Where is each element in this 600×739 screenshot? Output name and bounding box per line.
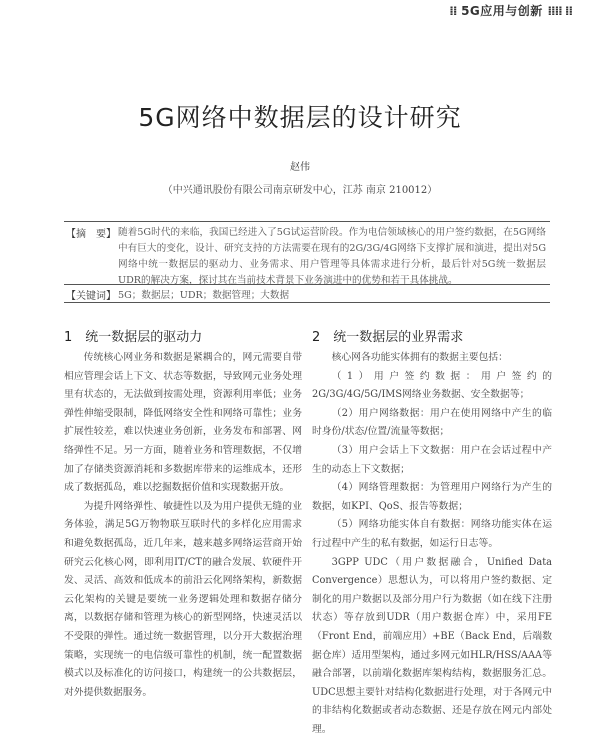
- section-1-heading: 1 统一数据层的驱动力: [64, 330, 203, 345]
- paragraph: 核心网各功能实体拥有的数据主要包括：: [331, 352, 508, 363]
- keywords-top-rule: [64, 284, 550, 285]
- list-item: （4）网络管理数据：为管理用户网络行为产生的数据，如KPI、QoS、报告等数据；: [312, 482, 552, 512]
- keywords-bottom-rule: [64, 302, 550, 303]
- abstract-text: 随着5G时代的来临，我国已经进入了5G试运营阶段。作为电信领域核心的用户签约数据，在5G网络中有巨大的变化，设计、研究支持的方法需要在现有的2G/3G/4G网络下支撑扩展和演进，提出对5G网络中统一数据层的驱动力、业务需求、用户管理等具体需求进行分析，最后针对5G统一数据层UDR的解决方案，探讨其在当前技术背景下业务演进中的优势和若干具体挑战。: [118, 227, 546, 286]
- list-item: （3）用户会话上下文数据：用户在会话过程中产生的动态上下文数据；: [312, 444, 552, 475]
- column-label: 5G应用与创新: [461, 4, 543, 18]
- keywords-label: 【关键词】: [66, 291, 116, 302]
- paragraph: 3GPP UDC（用户数据融合，Unified Data Convergence）思想认为，可以将用户签约数据、定制化的用户数据以及部分用户行为数据（如在线下注册状态）等存放到UDR（用户数据仓库）中，采用FE（Front End，前端应用）+BE（Back End，后端数据仓库）适用型架构，通过多网元如HLR/HSS/AAA等融合部署，以前端化数据库架构结构，数据服务汇总。UDC思想主要针对结构化数据进行处理，对于各网元中的非结构化数据或者动态数据、还是存放在网元内部处理。: [312, 556, 552, 735]
- paragraph: 为提升网络弹性、敏捷性以及为用户提供无缝的业务体验，满足5G万物物联互联时代的多样化应用需求和避免数据孤岛，近几年来，越来越多网络运营商开始研究云化核心网，即利用IT/CT的融合发展、软硬件开发、灵活、高效和低成本的前沿云化网络架构，新数据云化架构的关键是要统一业务逻辑处理和数据存储分离，以数据存储和管理为核心的新型网络，快速灵活以不受限的弹性。通过统一数据管理，以分开大数据治理策略，实现统一的电信级可靠性的机制，统一配置数据模式以及标准化的访问接口，构建统一的公共数据层，对外提供数据服务。: [64, 500, 302, 698]
- abstract-label: 【摘 要】: [66, 229, 116, 240]
- section-2-heading: 2 统一数据层的业界需求: [312, 330, 464, 345]
- paragraph: 传统核心网业务和数据是紧耦合的，网元需要自带相应管理会话上下文、状态等数据，导致网元业务处理里有状态的，无法做到按需处理，资源利用率低；业务弹性伸缩受限制，降低网络安全性和网络可靠性；业务扩展性较差，难以快速业务创新，业务发布和部署、网络弹性不足。另一方面，随着业务和管理数据，不仅增加了存储类资源消耗和多数据库带来的运维成本，还形成了数据孤岛，难以挖掘数据价值和实现数据开放。: [64, 352, 302, 494]
- affiliation: （中兴通讯股份有限公司南京研发中心，江苏 南京 210012）: [162, 185, 438, 196]
- author: 赵伟: [290, 162, 310, 173]
- section-2-body: [312, 349, 552, 739]
- paper-title: 5G网络中数据层的设计研究: [138, 103, 462, 132]
- list-item: （2）用户网络数据：用户在使用网络中产生的临时身份/状态/位置/流量等数据；: [312, 407, 552, 438]
- journal-column-header: [449, 2, 572, 19]
- list-item: （1）用户签约数据：用户签约的2G/3G/4G/5G/IMS网络业务数据、安全数据等；: [312, 370, 552, 401]
- header-bars-left: ⁞⁞: [449, 4, 457, 18]
- keywords-text: 5G；数据层；UDR；数据管理；大数据: [118, 290, 290, 301]
- abstract-top-rule: [64, 221, 550, 222]
- section-1-body: [64, 349, 302, 702]
- header-bars-right: ⁞⁞⁞⁞ ⁞⁞: [547, 4, 572, 18]
- list-item: （5）网络功能实体自有数据：网络功能实体在运行过程中产生的私有数据，如运行日志等。: [312, 519, 552, 549]
